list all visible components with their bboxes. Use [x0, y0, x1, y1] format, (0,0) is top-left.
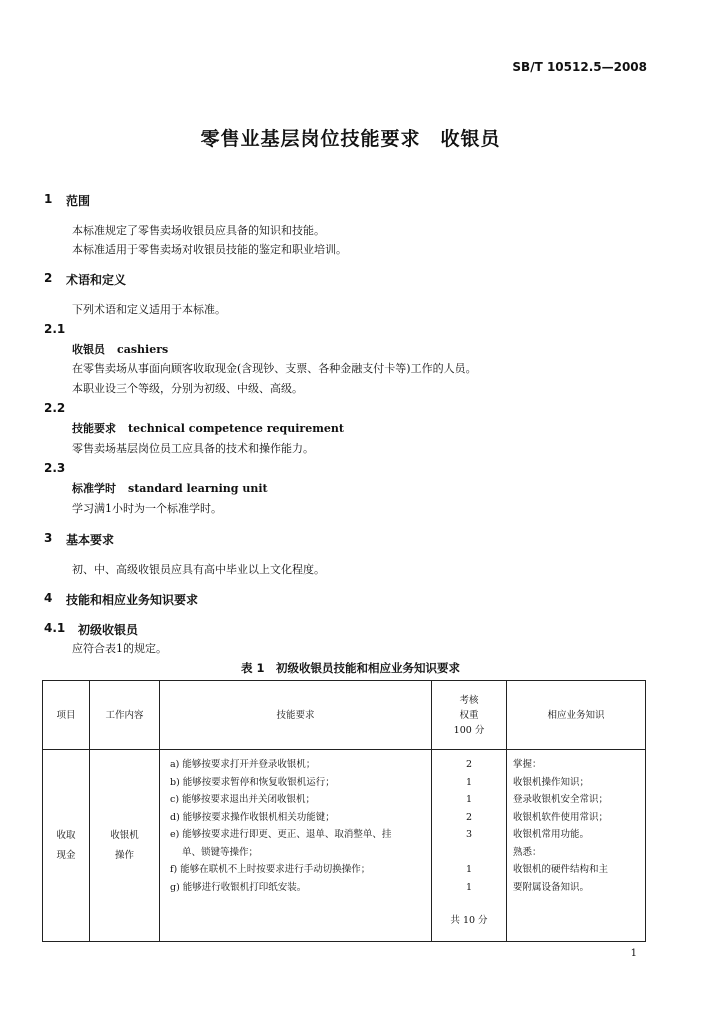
knowledge-line: 收银机的硬件结构和主 — [513, 864, 609, 875]
section-3-heading: 基本要求 — [66, 533, 115, 547]
table-header-row — [43, 681, 646, 750]
content-line-2: 操作 — [114, 849, 134, 861]
cell-weights — [432, 750, 507, 942]
section-2-2-number: 2.2 — [44, 401, 66, 415]
content-line-1: 收银机 — [110, 829, 139, 841]
section-2-heading: 术语和定义 — [66, 273, 127, 287]
table-caption: 表 1 初级收银员技能和相应业务知识要求 — [240, 661, 460, 675]
skill-item: d) 能够按要求操作收银机相关功能键； — [170, 811, 335, 823]
section-4-number: 4 — [44, 591, 53, 605]
section-2-3-line-1: 学习满1小时为一个标准学时。 — [72, 502, 222, 515]
weight-value: 1 — [465, 794, 473, 805]
skill-item: 单、锁键等操作； — [182, 846, 259, 858]
skill-item: f) 能够在联机不上时按要求进行手动切换操作； — [170, 864, 371, 875]
document-title: 零售业基层岗位技能要求 收银员 — [200, 128, 501, 150]
section-2-number: 2 — [44, 271, 53, 285]
skill-item: c) 能够按要求退出并关闭收银机； — [170, 794, 316, 805]
term-cn: 收银员 — [72, 343, 105, 356]
weight-value: 1 — [465, 776, 473, 788]
cell-project — [43, 750, 90, 942]
knowledge-line: 掌握： — [513, 759, 542, 770]
weight-total: 共 10 分 — [450, 915, 488, 926]
header-skill: 技能要求 — [160, 681, 432, 750]
weight-value — [432, 844, 506, 862]
skill-item: e) 能够按要求进行即更、更正、退单、取消整单、挂 — [170, 829, 392, 840]
section-2-intro: 下列术语和定义适用于本标准。 — [72, 303, 226, 316]
term-en: technical competence requirement — [128, 422, 344, 435]
cell-skills — [160, 750, 432, 942]
header-content: 工作内容 — [90, 681, 160, 750]
project-line-2: 现金 — [56, 849, 76, 861]
knowledge-line: 熟悉： — [513, 846, 542, 858]
skill-item: b) 能够按要求暂停和恢复收银机运行； — [170, 776, 335, 788]
section-2-3-number: 2.3 — [44, 461, 66, 475]
section-2-1-line-1: 在零售卖场从事面向顾客收取现金(含现钞、支票、各种金融支付卡等)工作的人员。 — [72, 362, 477, 375]
term-cn: 标准学时 — [72, 482, 116, 495]
weight-value: 2 — [465, 759, 473, 770]
knowledge-line: 收银机操作知识； — [513, 776, 590, 788]
section-2-2-line-1: 零售卖场基层岗位员工应具备的技术和操作能力。 — [72, 442, 314, 455]
term-cashiers — [72, 341, 168, 357]
weight-value: 1 — [465, 864, 473, 875]
header-weight-line-3: 100 分 — [453, 724, 485, 736]
term-en: cashiers — [117, 343, 169, 356]
term-standard-learning-unit — [72, 480, 268, 496]
skill-item: g) 能够进行收银机打印纸安装。 — [170, 881, 307, 893]
section-2-1-number: 2.1 — [44, 322, 66, 336]
project-line-1: 收取 — [56, 829, 76, 841]
term-technical-competence — [72, 420, 344, 436]
header-project: 项目 — [43, 681, 90, 750]
cell-knowledge — [507, 750, 646, 942]
header-weight-line-1: 考核 — [459, 694, 479, 706]
weight-value: 2 — [465, 811, 473, 823]
section-4-1-line-1: 应符合表1的规定。 — [72, 642, 167, 655]
knowledge-line: 要附属设备知识。 — [513, 881, 590, 893]
knowledge-line: 登录收银机安全常识； — [513, 794, 609, 805]
requirements-table — [42, 680, 646, 942]
section-4-heading: 技能和相应业务知识要求 — [66, 593, 199, 607]
section-1-number: 1 — [44, 192, 53, 206]
weight-value: 3 — [465, 829, 473, 840]
header-weight — [432, 681, 507, 750]
header-knowledge: 相应业务知识 — [507, 681, 646, 750]
section-1-line-2: 本标准适用于零售卖场对收银员技能的鉴定和职业培训。 — [72, 243, 347, 256]
weight-value: 1 — [465, 881, 473, 893]
cell-content — [90, 750, 160, 942]
section-2-1-line-2: 本职业设三个等级，分别为初级、中级、高级。 — [72, 382, 303, 395]
knowledge-line: 收银机常用功能。 — [513, 829, 590, 840]
section-4-1-number: 4.1 — [44, 621, 66, 635]
header-weight-line-2: 权重 — [459, 709, 479, 721]
section-1-line-1: 本标准规定了零售卖场收银员应具备的知识和技能。 — [72, 224, 325, 237]
page-number: 1 — [630, 948, 637, 959]
section-3-line-1: 初、中、高级收银员应具有高中毕业以上文化程度。 — [72, 563, 325, 576]
section-4-1-heading: 初级收银员 — [78, 623, 139, 637]
term-cn: 技能要求 — [72, 422, 116, 435]
knowledge-line: 收银机软件使用常识； — [513, 811, 609, 823]
section-1-heading: 范围 — [66, 194, 91, 208]
section-3-number: 3 — [44, 531, 53, 545]
standard-code: SB/T 10512.5—2008 — [512, 60, 647, 74]
table-row — [43, 750, 646, 942]
skill-item: a) 能够按要求打开并登录收银机； — [170, 759, 316, 770]
term-en: standard learning unit — [128, 482, 268, 495]
